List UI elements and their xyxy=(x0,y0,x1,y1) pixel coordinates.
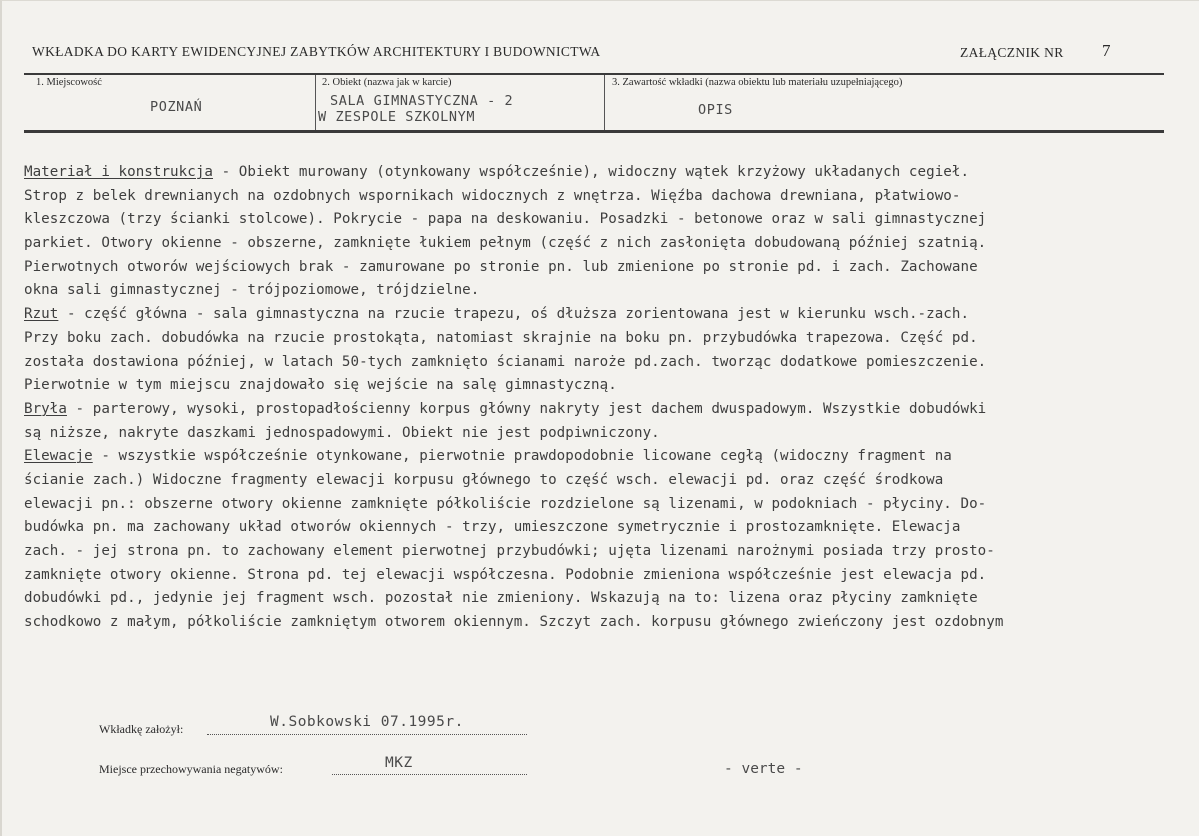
object-label: 2. Obiekt (nazwa jak w karcie) xyxy=(322,77,452,88)
text-line: są niższe, nakryte daszkami jednospadowymi. Obiekt nie jest podpiwniczony. xyxy=(24,424,660,441)
locality-value: POZNAŃ xyxy=(150,99,203,115)
header-bottom-rule xyxy=(24,130,1164,133)
negatives-label: Miejsce przechowywania negatywów: xyxy=(99,762,283,776)
author-dotted-line xyxy=(207,734,527,735)
author-label: Wkładkę założył: xyxy=(99,722,184,736)
field-divider-2 xyxy=(604,75,605,130)
section-heading-massing: Bryła xyxy=(24,400,67,417)
object-value-line1: SALA GIMNASTYCZNA - 2 xyxy=(330,93,514,109)
text-line: zamknięte otwory okienne. Strona pd. tej elewacji współczesna. Podobnie zmieniona współcześnie jest elewacja pd. xyxy=(24,566,987,583)
contents-label: 3. Zawartość wkładki (nazwa obiektu lub materiału uzupełniającego) xyxy=(612,77,903,88)
locality-label: 1. Miejscowość xyxy=(36,77,102,88)
text-line: okna sali gimnastycznej - trójpoziomowe, trójdzielne. xyxy=(24,282,480,299)
section-heading-material: Materiał i konstrukcja xyxy=(24,164,214,180)
text-line: schodkowo z małym, półkoliście zamkniętym otworem okiennym. Szczyt zach. korpusu głównego zwieńczony jest ozdobnym xyxy=(24,614,1004,631)
contents-value: OPIS xyxy=(698,102,733,118)
object-value-line2: W ZESPOLE SZKOLNYM xyxy=(318,109,476,125)
text-line: Pierwotnych otworów wejściowych brak - zamurowane po stronie pn. lub zmienione po stronie pd. i zach. Zachowane xyxy=(24,258,978,275)
verte-note: - verte - xyxy=(724,761,803,777)
negatives-dotted-line xyxy=(332,774,527,775)
text-line: budówka pn. ma zachowany układ otworów okiennych - trzy, umieszczone symetrycznie i prostozamknięte. Elewacja xyxy=(24,519,961,536)
section-heading-elevations: Elewacje xyxy=(24,448,93,465)
annex-number: 7 xyxy=(1102,41,1111,60)
text-line: dobudówki pd., jedynie jej fragment wsch. pozostał nie zmieniony. Wskazują na to: lizena oraz płyciny zamknięte xyxy=(24,590,978,607)
text-line: została dostawiona później, w latach 50-tych zamknięto ścianami naroże pd.zach. tworząc dodatkowe pomieszczenie. xyxy=(24,353,987,370)
header-top-rule xyxy=(24,73,1164,75)
text-line: Rzut - część główna - sala gimnastyczna na rzucie trapezu, oś dłuższa zorientowana jest w kierunku wsch.-zach. xyxy=(24,306,970,323)
description-body xyxy=(24,161,1174,635)
section-heading-plan: Rzut xyxy=(24,306,59,323)
text-line: Elewacje - wszystkie współcześnie otynkowane, pierwotnie prawdopodobnie licowane cegłą (widoczny fragment na xyxy=(24,448,952,465)
negatives-value: MKZ xyxy=(385,755,413,771)
text-line: ścianie zach.) Widoczne fragmenty elewacji korpusu głównego to część wsch. elewacji pd. oraz część środkowa xyxy=(24,471,944,488)
text-line: Strop z belek drewnianych na ozdobnych wspornikach widocznych z wnętrza. Więźba dachowa drewniana, płatwiowo- xyxy=(24,187,961,204)
author-value: W.Sobkowski 07.1995r. xyxy=(270,714,464,730)
text-line: parkiet. Otwory okienne - obszerne, zamknięte łukiem pełnym (część z nich zasłonięta dobudowaną później szatnią. xyxy=(24,235,987,252)
text-line: kleszczowa (trzy ścianki stolcowe). Pokrycie - papa na deskowaniu. Posadzki - betonowe oraz w sali gimnastycznej xyxy=(24,211,987,228)
form-title: WKŁADKA DO KARTY EWIDENCYJNEJ ZABYTKÓW ARCHITEKTURY I BUDOWNICTWA xyxy=(32,44,601,59)
text-line: Przy boku zach. dobudówka na rzucie prostokąta, natomiast skrajnie na boku pn. przybudówka trapezowa. Część pd. xyxy=(24,329,978,346)
text-line: zach. - jej strona pn. to zachowany element pierwotnej przybudówki; ujęta lizenami narożnymi posiada trzy prosto- xyxy=(24,543,995,559)
field-divider-1 xyxy=(315,75,316,130)
annex-label: ZAŁĄCZNIK NR xyxy=(960,45,1064,60)
text-line: elewacji pn.: obszerne otwory okienne zamknięte półkoliście rozdzielone są lizenami, w podokniach - płyciny. Do- xyxy=(24,495,987,512)
text-line: Bryła - parterowy, wysoki, prostopadłościenny korpus główny nakryty jest dachem dwuspadowym. Wszystkie dobudówki xyxy=(24,400,987,417)
text-line: Pierwotnie w tym miejscu znajdowało się wejście na salę gimnastyczną. xyxy=(24,377,617,394)
text-line: Materiał i konstrukcja - Obiekt murowany (otynkowany współcześnie), widoczny wątek krzyżowy układanych cegieł. xyxy=(24,164,970,180)
